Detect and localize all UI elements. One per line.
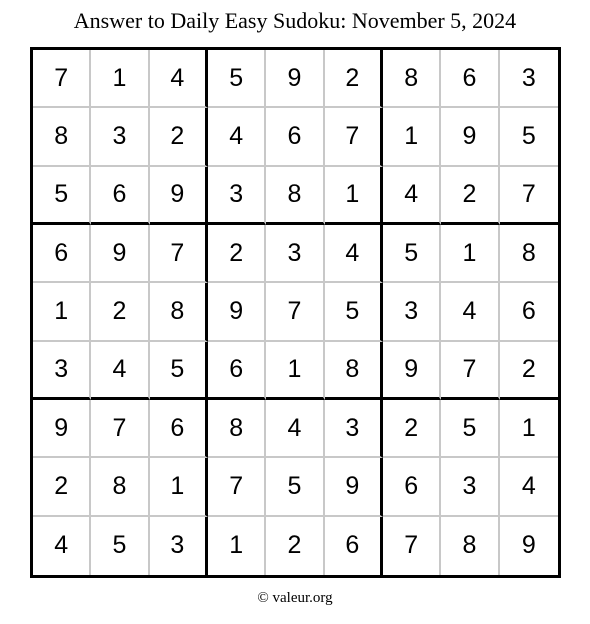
sudoku-cell-r6-c7: 9 [383, 342, 441, 400]
sudoku-cell-r5-c7: 3 [383, 283, 441, 341]
sudoku-cell-r1-c7: 8 [383, 50, 441, 108]
sudoku-cell-r9-c1: 4 [33, 517, 91, 575]
sudoku-cell-r6-c1: 3 [33, 342, 91, 400]
sudoku-cell-r4-c2: 9 [91, 225, 149, 283]
sudoku-cell-r1-c2: 1 [91, 50, 149, 108]
sudoku-cell-r2-c9: 5 [500, 108, 558, 166]
sudoku-cell-r8-c2: 8 [91, 458, 149, 516]
sudoku-cell-r3-c3: 9 [150, 167, 208, 225]
sudoku-cell-r4-c8: 1 [441, 225, 499, 283]
sudoku-cell-r1-c4: 5 [208, 50, 266, 108]
sudoku-cell-r1-c6: 2 [325, 50, 383, 108]
sudoku-cell-r8-c8: 3 [441, 458, 499, 516]
sudoku-cell-r7-c8: 5 [441, 400, 499, 458]
sudoku-cell-r1-c5: 9 [266, 50, 324, 108]
sudoku-cell-r5-c6: 5 [325, 283, 383, 341]
sudoku-cell-r4-c4: 2 [208, 225, 266, 283]
sudoku-cell-r4-c1: 6 [33, 225, 91, 283]
sudoku-cell-r1-c8: 6 [441, 50, 499, 108]
sudoku-cell-r1-c3: 4 [150, 50, 208, 108]
sudoku-cell-r9-c7: 7 [383, 517, 441, 575]
sudoku-cell-r5-c8: 4 [441, 283, 499, 341]
sudoku-cell-r4-c3: 7 [150, 225, 208, 283]
sudoku-cell-r9-c4: 1 [208, 517, 266, 575]
sudoku-cell-r8-c9: 4 [500, 458, 558, 516]
sudoku-cell-r5-c9: 6 [500, 283, 558, 341]
sudoku-cell-r8-c7: 6 [383, 458, 441, 516]
sudoku-cell-r6-c6: 8 [325, 342, 383, 400]
sudoku-cell-r4-c5: 3 [266, 225, 324, 283]
sudoku-cell-r7-c9: 1 [500, 400, 558, 458]
sudoku-cell-r7-c6: 3 [325, 400, 383, 458]
sudoku-cell-r2-c4: 4 [208, 108, 266, 166]
sudoku-cell-r3-c8: 2 [441, 167, 499, 225]
sudoku-cell-r9-c3: 3 [150, 517, 208, 575]
sudoku-board [30, 47, 561, 578]
sudoku-cell-r6-c4: 6 [208, 342, 266, 400]
sudoku-cell-r8-c6: 9 [325, 458, 383, 516]
sudoku-cell-r2-c7: 1 [383, 108, 441, 166]
sudoku-cell-r7-c4: 8 [208, 400, 266, 458]
sudoku-cell-r3-c4: 3 [208, 167, 266, 225]
sudoku-cell-r4-c6: 4 [325, 225, 383, 283]
sudoku-cell-r5-c5: 7 [266, 283, 324, 341]
sudoku-cell-r5-c2: 2 [91, 283, 149, 341]
sudoku-cell-r7-c2: 7 [91, 400, 149, 458]
sudoku-cell-r1-c9: 3 [500, 50, 558, 108]
sudoku-cell-r6-c8: 7 [441, 342, 499, 400]
sudoku-cell-r6-c3: 5 [150, 342, 208, 400]
sudoku-cell-r2-c8: 9 [441, 108, 499, 166]
copyright-footer: © valeur.org [257, 590, 333, 606]
sudoku-cell-r7-c1: 9 [33, 400, 91, 458]
sudoku-cell-r6-c2: 4 [91, 342, 149, 400]
sudoku-cell-r6-c5: 1 [266, 342, 324, 400]
sudoku-cell-r5-c1: 1 [33, 283, 91, 341]
sudoku-cell-r9-c8: 8 [441, 517, 499, 575]
sudoku-cell-r8-c1: 2 [33, 458, 91, 516]
sudoku-cell-r3-c9: 7 [500, 167, 558, 225]
sudoku-cell-r2-c2: 3 [91, 108, 149, 166]
sudoku-cell-r7-c7: 2 [383, 400, 441, 458]
sudoku-cell-r5-c4: 9 [208, 283, 266, 341]
sudoku-cell-r3-c6: 1 [325, 167, 383, 225]
sudoku-cell-r4-c7: 5 [383, 225, 441, 283]
sudoku-cell-r2-c1: 8 [33, 108, 91, 166]
sudoku-cell-r9-c2: 5 [91, 517, 149, 575]
sudoku-cell-r1-c1: 7 [33, 50, 91, 108]
sudoku-cell-r6-c9: 2 [500, 342, 558, 400]
sudoku-cell-r3-c7: 4 [383, 167, 441, 225]
sudoku-cell-r2-c6: 7 [325, 108, 383, 166]
sudoku-cell-r7-c3: 6 [150, 400, 208, 458]
sudoku-cell-r4-c9: 8 [500, 225, 558, 283]
sudoku-cell-r3-c5: 8 [266, 167, 324, 225]
sudoku-cell-r9-c9: 9 [521, 531, 536, 560]
sudoku-cell-r8-c4: 7 [208, 458, 266, 516]
puzzle-title: Answer to Daily Easy Sudoku: November 5, 2024 [73, 8, 517, 33]
sudoku-cell-r8-c3: 1 [150, 458, 208, 516]
sudoku-cell-r9-c6: 6 [325, 517, 383, 575]
sudoku-cell-r2-c3: 2 [150, 108, 208, 166]
sudoku-cell-r9-c5: 2 [266, 517, 324, 575]
sudoku-cell-r5-c3: 8 [150, 283, 208, 341]
sudoku-cell-r3-c1: 5 [33, 167, 91, 225]
sudoku-cell-r7-c5: 4 [266, 400, 324, 458]
sudoku-cell-r3-c2: 6 [91, 167, 149, 225]
sudoku-cell-r2-c5: 6 [266, 108, 324, 166]
sudoku-cell-r8-c5: 5 [266, 458, 324, 516]
